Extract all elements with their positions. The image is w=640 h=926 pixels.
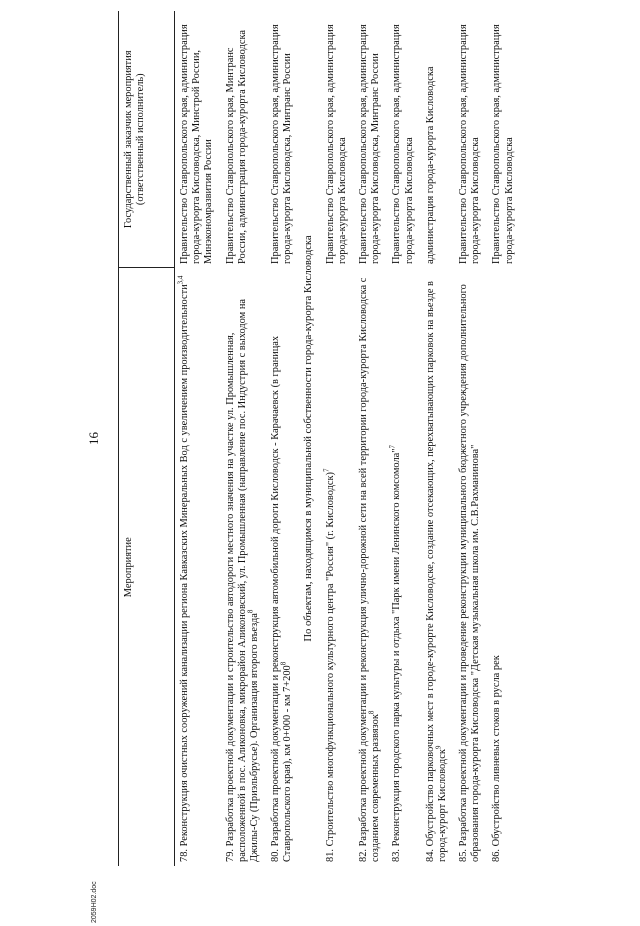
responsible-cell: Правительство Ставропольского края, администрация города-курорта Кисловодска bbox=[324, 24, 348, 264]
measure-cell bbox=[266, 268, 299, 866]
footnote-mark: 3,4 bbox=[176, 275, 185, 285]
header-customer-line1: Государственный заказчик мероприятия bbox=[123, 50, 134, 229]
table-row bbox=[321, 11, 354, 866]
measure-text: 80. Разработка проектной документации и реконструкция автомобильной дороги Кисловодск - Карачаевск (в границах Ставропольского края), км 0+000 - км 7+200 bbox=[270, 335, 294, 862]
measure-text: 84. Обустройство парковочных мест в городе-курорте Кисловодске, создание отсекающих, перехватывающих парковок на въезде в город-курорт Кисловодск bbox=[424, 281, 448, 862]
measure-cell bbox=[321, 268, 354, 866]
measure-cell bbox=[387, 268, 420, 866]
measure-text: 83. Реконструкция городского парка культуры и отдыха "Парк имени Ленинского комсомола" bbox=[391, 448, 403, 862]
table-header-row bbox=[119, 11, 175, 866]
footnote-mark: 9 bbox=[434, 745, 443, 750]
table-row bbox=[487, 11, 520, 866]
header-measure: Мероприятие bbox=[119, 268, 175, 866]
footnote-mark: 7 bbox=[388, 445, 397, 449]
section-title: По объектам, находящимся в муниципальной собственности города-курорта Кисловодска bbox=[303, 235, 315, 642]
table-row bbox=[266, 11, 299, 866]
responsible-cell: Правительство Ставропольского края, администрация города-курорта Кисловодска bbox=[391, 24, 415, 264]
file-label-area bbox=[70, 866, 118, 926]
file-label: 2059H02.doc bbox=[90, 881, 98, 923]
responsible-cell: Правительство Ставропольского края, администрация города-курорта Кисловодска, Минстрой России, Минэкономразвития России bbox=[179, 24, 215, 264]
measure-cell bbox=[221, 268, 267, 866]
measure-text: 78. Реконструкция очистных сооружений канализации региона Кавказских Минеральных Вод с увеличением производительности bbox=[179, 284, 190, 862]
responsible-cell: Правительство Ставропольского края, Минтранс России, администрация города-курорта Кисловодска bbox=[224, 30, 248, 264]
table-row bbox=[175, 11, 221, 866]
measure-text: 79. Разработка проектной документации и строительство автодороги местного значения на участке ул. Промышленная, расположенной в пос. Аликоновка, микрорайон Аликоновский, ул. Промышленная (направление пос. Индустрия с выходом на Джилы-Су (Приэльбрусье). Организация второго въезда bbox=[224, 298, 260, 862]
measure-text: 86. Обустройство ливневых стоков в русла рек bbox=[491, 655, 503, 862]
measure-cell bbox=[454, 268, 487, 866]
responsible-cell: администрация города-курорта Кисловодска bbox=[424, 66, 436, 264]
responsible-cell: Правительство Ставропольского края, администрация города-курорта Кисловодска, Минтранс России bbox=[270, 24, 294, 264]
header-customer-line2: (ответственный исполнитель) bbox=[135, 73, 147, 206]
measure-text: 85. Разработка проектной документации и проведение реконструкции муниципального бюджетного учреждения дополнительного образования города-курорта Кисловодска "Детская музыкальная школа им. С.В.Рахманинова" bbox=[458, 284, 482, 862]
measure-cell bbox=[487, 268, 520, 866]
section-title-row bbox=[299, 11, 320, 866]
measure-cell bbox=[354, 268, 387, 866]
measures-table bbox=[118, 11, 521, 866]
table-row bbox=[221, 11, 267, 866]
table-row bbox=[354, 11, 387, 866]
table-row bbox=[454, 11, 487, 866]
rotated-page bbox=[70, 11, 630, 923]
responsible-cell: Правительство Ставропольского края, администрация города-курорта Кисловодска, Минтранс России bbox=[358, 24, 382, 264]
measure-cell bbox=[421, 268, 454, 866]
footnote-mark: 8 bbox=[246, 609, 255, 614]
responsible-cell: Правительство Ставропольского края, администрация города-курорта Кисловодска bbox=[458, 24, 482, 264]
footnote-mark: 7 bbox=[322, 468, 331, 472]
responsible-cell: Правительство Ставропольского края, администрация города-курорта Кисловодска bbox=[491, 24, 515, 264]
measure-text: 81. Строительство многофункционального культурного центра "Россия" (г. Кисловодск) bbox=[324, 471, 336, 862]
header-customer bbox=[119, 11, 175, 268]
page-number: 16 bbox=[86, 432, 101, 445]
table-row bbox=[421, 11, 454, 866]
measure-cell bbox=[175, 268, 221, 866]
table-row bbox=[387, 11, 420, 866]
measure-text: 82. Разработка проектной документации и реконструкция улично-дорожной сети на всей территории города-курорта Кисловодска с созданием современных развязок bbox=[358, 277, 382, 862]
footnote-mark: 8 bbox=[279, 661, 288, 666]
footnote-mark: 8 bbox=[367, 710, 376, 715]
